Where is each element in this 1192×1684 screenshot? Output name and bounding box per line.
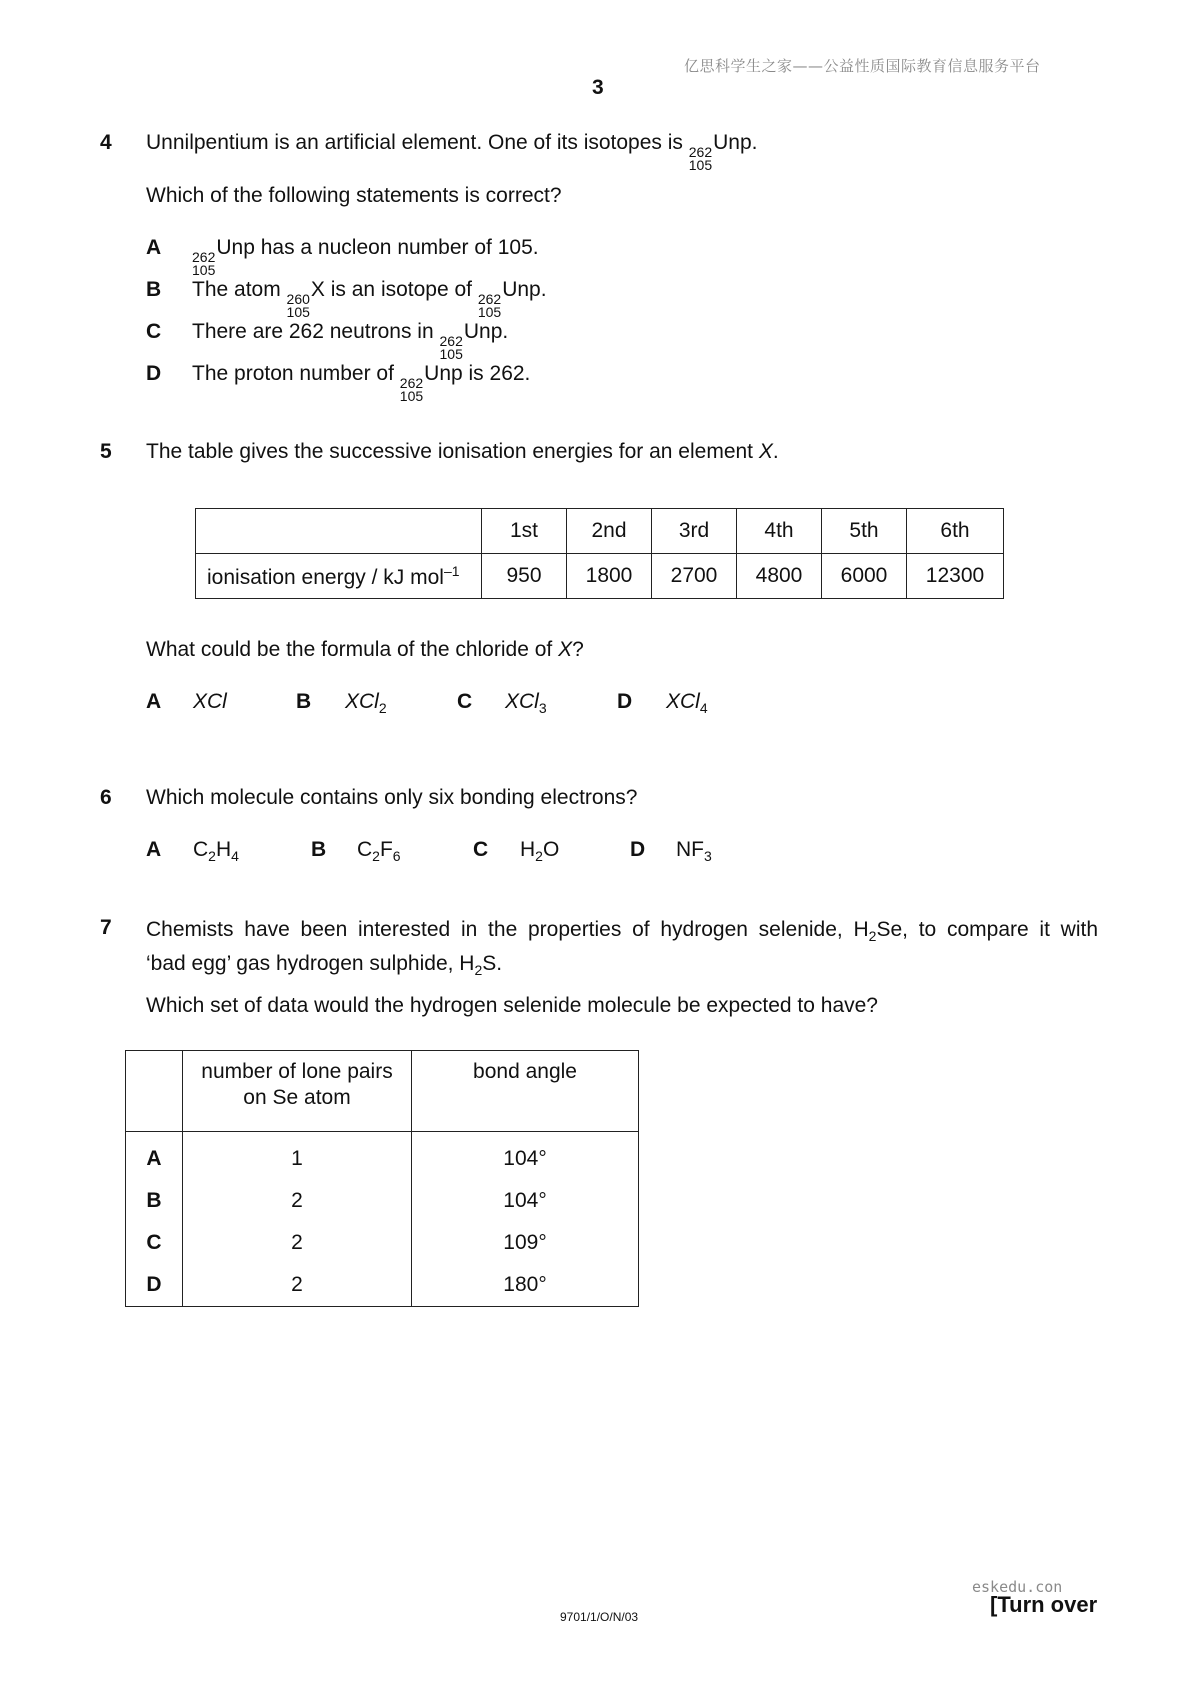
table-cell: 6000 [822, 554, 907, 599]
lone-pairs-value: 2 [183, 1264, 412, 1307]
table-row [126, 1180, 639, 1222]
q4-option-d: D The proton number of 262 105 Unp is 262. [146, 362, 531, 404]
nuclide-notation: 262 105 [688, 144, 713, 173]
question-7-stem: Chemists have been interested in the properties of hydrogen selenide, $H_2Se$, to compare it with ‘bad egg’ gas hydrogen sulphide, $H_2S$. [146, 918, 1099, 978]
option-letter: C [126, 1222, 183, 1264]
question-6-stem: Which molecule contains only six bonding electrons? [146, 786, 638, 809]
page-number: 3 [592, 76, 604, 99]
option-letter: D [126, 1264, 183, 1307]
q6-option-c: $H_2O$ [520, 838, 560, 864]
table-header-cell: 6th [907, 509, 1004, 554]
q5-option-c-letter: C [457, 690, 473, 713]
lone-pairs-header: number of lone pairs on Se atom [183, 1051, 412, 1132]
question-4-number: 4 [100, 131, 112, 154]
question-7-number: 7 [100, 916, 112, 939]
table-row [196, 509, 1004, 554]
footer-watermark: eskedu.con [972, 1578, 1063, 1596]
q5-option-c: XCl$_3$ [505, 690, 547, 716]
ionisation-energy-table [195, 508, 1004, 599]
option-letter: B [126, 1180, 183, 1222]
paper-code: 9701/1/O/N/03 [560, 1610, 639, 1624]
table-row [196, 554, 1004, 599]
q5-option-d-letter: D [617, 690, 633, 713]
q4-option-a: A 262 105 Unp has a nucleon number of 105. [146, 236, 539, 278]
question-4-stem: Unnilpentium is an artificial element. One of its isotopes is 262 105 Unp. [146, 131, 758, 173]
table-cell: 2700 [652, 554, 737, 599]
question-5-stem: The table gives the successive ionisation energies for an element X. [146, 440, 779, 463]
table-cell: 4800 [737, 554, 822, 599]
bond-angle-value: 109° [412, 1222, 639, 1264]
table-cell: 950 [482, 554, 567, 599]
q5-option-b-letter: B [296, 690, 312, 713]
question-5-number: 5 [100, 440, 112, 463]
q5-option-a-letter: A [146, 690, 162, 713]
q6-option-d-letter: D [630, 838, 646, 861]
q6-option-c-letter: C [473, 838, 489, 861]
table-header-cell: 3rd [652, 509, 737, 554]
question-5-prompt: What could be the formula of the chloride of X? [146, 638, 584, 661]
table-cell: 1800 [567, 554, 652, 599]
row-label: ionisation energy / kJ mol$^{-1}$ [196, 554, 482, 599]
table-header-cell: 2nd [567, 509, 652, 554]
bond-angle-value: 104° [412, 1180, 639, 1222]
q5-option-a: XCl [193, 690, 227, 713]
q6-option-b-letter: B [311, 838, 327, 861]
watermark-text: 亿思科学生之家——公益性质国际教育信息服务平台 [684, 57, 1041, 75]
q5-option-d: XCl$_4$ [666, 690, 708, 716]
lone-pairs-value: 2 [183, 1180, 412, 1222]
q6-option-a: $C_2H_4$ [193, 838, 239, 864]
table-header-cell: 4th [737, 509, 822, 554]
lone-pairs-value: 1 [183, 1132, 412, 1181]
q4-option-c: C There are 262 neutrons in 262 105 Unp. [146, 320, 509, 362]
table-header-row [126, 1051, 639, 1132]
option-letter: A [126, 1132, 183, 1181]
question-6-number: 6 [100, 786, 112, 809]
bond-angle-value: 180° [412, 1264, 639, 1307]
bond-angle-header: bond angle [412, 1051, 639, 1132]
table-cell: 12300 [907, 554, 1004, 599]
q6-option-a-letter: A [146, 838, 162, 861]
q4-option-b: B The atom 260 105 X is an isotope of 262 105 Unp. [146, 278, 547, 320]
table-header-cell: 5th [822, 509, 907, 554]
table-row [126, 1222, 639, 1264]
lone-pairs-value: 2 [183, 1222, 412, 1264]
table-header-cell: 1st [482, 509, 567, 554]
q4-stem-text: Unnilpentium is an artificial element. One of its isotopes is [146, 131, 689, 154]
turn-over-label: [Turn over [990, 1592, 1098, 1617]
table-row [126, 1264, 639, 1307]
bond-angle-value: 104° [412, 1132, 639, 1181]
q6-option-b: $C_2F_6$ [357, 838, 401, 864]
selenide-data-table [125, 1050, 639, 1307]
q5-option-b: XCl$_2$ [345, 690, 387, 716]
question-7-prompt: Which set of data would the hydrogen selenide molecule be expected to have? [146, 994, 878, 1017]
question-4-prompt: Which of the following statements is correct? [146, 184, 562, 207]
q6-option-d: $NF_3$ [676, 838, 712, 864]
table-row [126, 1132, 639, 1181]
